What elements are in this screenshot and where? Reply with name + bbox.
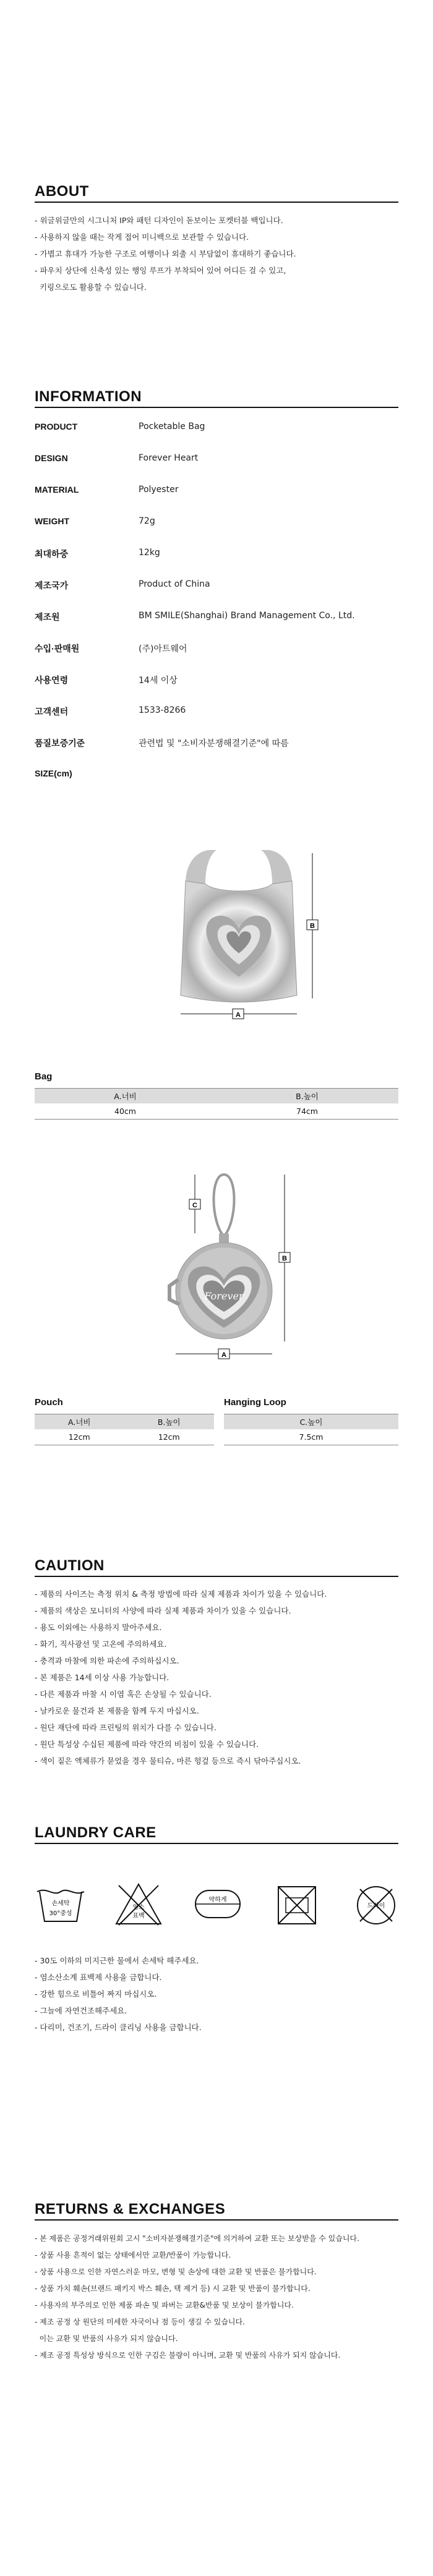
- pouch-dim-a: A: [221, 1351, 226, 1359]
- pouch-height-value: 12cm: [124, 1429, 214, 1445]
- bag-col-height: B.높이: [216, 1089, 398, 1103]
- list-item: - 원단 재단에 따라 프린팅의 위치가 다를 수 있습니다.: [35, 1723, 216, 1732]
- info-key: 최대하중: [35, 549, 69, 559]
- list-item: - 상품 사용으로 인한 자연스러운 마모, 변형 및 손상에 대한 교환 및 반품은 불가합니다.: [35, 2268, 317, 2276]
- bag-size-figure: [148, 847, 334, 1045]
- info-row: [35, 611, 406, 629]
- list-item: - 30도 이하의 미지근한 물에서 손세탁 해주세요.: [35, 1956, 199, 1965]
- caution-list: [35, 1586, 406, 1769]
- info-value: BM SMILE(Shanghai) Brand Management Co., Ltd.: [139, 611, 355, 621]
- returns-divider: [35, 2219, 398, 2221]
- pouch-table-title: Pouch: [35, 1397, 63, 1408]
- no-dryclean-icon: [358, 1887, 395, 1924]
- info-key: 사용연령: [35, 675, 69, 685]
- list-item: - 염소산소계 표백제 사용을 금합니다.: [35, 1973, 162, 1982]
- list-item: - 그늘에 자연건조해주세요.: [35, 2006, 127, 2015]
- about-divider: [35, 202, 398, 203]
- list-item: - 상품 사용 흔적이 없는 상태에서만 교환/반품이 가능합니다.: [35, 2251, 231, 2259]
- list-item: - 원단 특성상 수십된 제품에 따라 약간의 비침이 있을 수 있습니다.: [35, 1740, 259, 1749]
- shade-dry-icon: [195, 1890, 240, 1918]
- info-row: [35, 485, 406, 503]
- list-item: - 용도 이외에는 사용하지 말아주세요.: [35, 1623, 162, 1632]
- info-value: 14세 이상: [139, 676, 178, 686]
- pouch-col-width: A.너비: [35, 1414, 124, 1429]
- about-line: 키링으로도 활용할 수 있습니다.: [35, 283, 147, 292]
- bag-size-table: [35, 1088, 398, 1120]
- laundry-divider: [35, 1843, 398, 1844]
- list-item: - 사용자의 부주의로 인한 제품 파손 및 파버는 교환&반품 및 보상이 불가합니다.: [35, 2301, 294, 2310]
- info-row: [35, 737, 406, 755]
- info-value: 72g: [139, 516, 155, 526]
- pouch-dim-b: B: [282, 1255, 287, 1262]
- no-tumble-dry-icon: [278, 1887, 315, 1924]
- caution-divider: [35, 1576, 398, 1577]
- bag-illustration: [181, 850, 297, 1002]
- about-list: [35, 212, 406, 295]
- list-item: - 제조 공정 상 원단의 미세한 자국이나 점 등이 생길 수 있습니다.: [35, 2318, 245, 2326]
- pouch-size-table: [35, 1414, 214, 1445]
- info-key: WEIGHT: [35, 516, 69, 526]
- loop-col-height: C.높이: [224, 1414, 398, 1429]
- bag-width-value: 40cm: [35, 1103, 216, 1120]
- no-dryclean-text1: 드라이: [367, 1903, 385, 1910]
- info-value: Pocketable Bag: [139, 422, 205, 431]
- pouch-logo: Forever: [204, 1290, 244, 1302]
- info-value: 12kg: [139, 548, 160, 558]
- list-item: - 본 제품은 공정거래위원회 고시 "소비자분쟁해결기준"에 의거하여 교환 또는 보상받을 수 있습니다.: [35, 2234, 359, 2243]
- loop-table-title: Hanging Loop: [224, 1397, 286, 1408]
- info-value: 1533-8266: [139, 705, 186, 715]
- list-item: - 화기, 직사광선 및 고온에 주의하세요.: [35, 1639, 167, 1649]
- pouch-col-height: B.높이: [124, 1414, 214, 1429]
- list-item: - 제조 공정 특성상 방식으로 인한 구김은 불량이 아니며, 교환 및 반품의 사유가 되지 않습니다.: [35, 2351, 341, 2360]
- bag-col-width: A.너비: [35, 1089, 216, 1103]
- about-line: - 파우치 상단에 신축성 있는 행잉 루프가 부착되어 있어 어디든 걸 수 있고,: [35, 266, 286, 275]
- bag-dim-a: A: [236, 1011, 241, 1019]
- info-row: [35, 674, 406, 692]
- list-item: - 날카로운 물건과 본 제품을 함께 두지 마십시오.: [35, 1706, 199, 1715]
- list-item: - 제품의 사이즈는 측정 위치 & 측정 방법에 따라 실제 제품과 차이가 있을 수 있습니다.: [35, 1589, 327, 1599]
- laundry-title: LAUNDRY CARE: [35, 1824, 156, 1841]
- about-line: - 가볍고 휴대가 가능한 구조로 여행이나 외출 시 부담없이 휴대하기 좋습니다.: [35, 249, 296, 258]
- list-item: - 본 제품은 14세 이상 사용 가능합니다.: [35, 1673, 169, 1682]
- hand-wash-icon: [37, 1890, 84, 1921]
- info-value: (주)아트웨어: [139, 644, 187, 654]
- caution-title: CAUTION: [35, 1557, 105, 1574]
- list-item: - 충격과 마찰에 의한 파손에 주의하십시오.: [35, 1656, 179, 1665]
- info-value: 관련법 및 "소비자분쟁해결기준"에 따름: [139, 739, 289, 749]
- laundry-icons: [35, 1879, 406, 1929]
- returns-list: [35, 2230, 406, 2364]
- info-key: MATERIAL: [35, 485, 79, 495]
- list-item: - 다른 제품과 마찰 시 이염 혹은 손상될 수 있습니다.: [35, 1690, 212, 1699]
- pouch-size-figure: [124, 1162, 334, 1372]
- pouch-illustration: [169, 1175, 272, 1339]
- about-line: - 위글위글만의 시그니처 IP와 패턴 디자인이 돋보이는 포켓터블 백입니다.: [35, 216, 283, 225]
- list-item: - 색이 짙은 액체류가 묻었을 경우 물티슈, 마른 헝겊 등으로 즉시 닦아주십시오.: [35, 1756, 301, 1766]
- info-key: 수입·판매원: [35, 644, 80, 653]
- no-bleach-text1: 염소: [132, 1904, 145, 1911]
- list-item: - 다리미, 건조기, 드라이 클리닝 사용을 금합니다.: [35, 2023, 202, 2032]
- no-bleach-icon: [116, 1884, 161, 1925]
- list-item: - 강한 힘으로 비틀어 짜지 마십시오.: [35, 1989, 157, 1999]
- laundry-list: [35, 1952, 406, 2036]
- info-key: SIZE(cm): [35, 768, 72, 778]
- shade-dry-text1: 약하게: [208, 1897, 227, 1903]
- info-value: Product of China: [139, 579, 210, 589]
- info-row: [35, 705, 406, 724]
- info-row: [35, 579, 406, 598]
- info-key: DESIGN: [35, 453, 68, 463]
- info-key: PRODUCT: [35, 422, 78, 431]
- info-row: [35, 768, 406, 787]
- info-row: [35, 422, 406, 440]
- info-key: 제조원: [35, 612, 60, 622]
- info-row: [35, 453, 406, 472]
- pouch-dim-c: C: [192, 1202, 197, 1209]
- bag-dim-b: B: [310, 922, 315, 930]
- info-row: [35, 516, 406, 535]
- information-title: INFORMATION: [35, 388, 142, 405]
- info-value: Polyester: [139, 485, 179, 495]
- pouch-width-value: 12cm: [35, 1429, 124, 1445]
- returns-title: RETURNS & EXCHANGES: [35, 2201, 226, 2217]
- info-key: 제조국가: [35, 580, 69, 590]
- list-item: - 상품 가치 훼손(브랜드 패키지 박스 훼손, 택 제거 등) 시 교환 및 반품이 불가합니다.: [35, 2284, 311, 2293]
- about-title: ABOUT: [35, 183, 89, 200]
- info-row: [35, 642, 406, 661]
- loop-height-value: 7.5cm: [224, 1429, 398, 1445]
- information-divider: [35, 407, 398, 408]
- bag-table-title: Bag: [35, 1071, 53, 1082]
- info-value: Forever Heart: [139, 453, 199, 463]
- bag-height-value: 74cm: [216, 1103, 398, 1120]
- list-item: 이는 교환 및 반품의 사유가 되지 않습니다.: [35, 2334, 178, 2343]
- list-item: - 제품의 색상은 모니터의 사양에 따라 실제 제품과 차이가 있을 수 있습니다.: [35, 1606, 291, 1615]
- about-line: - 사용하지 않을 때는 작게 접어 미니백으로 보관할 수 있습니다.: [35, 232, 249, 242]
- info-row: [35, 548, 406, 566]
- no-bleach-text2: 표백: [132, 1913, 145, 1919]
- hand-wash-text2: 30°중성: [49, 1910, 72, 1917]
- info-key: 고객센터: [35, 707, 69, 716]
- hand-wash-text1: 손세탁: [51, 1900, 70, 1907]
- loop-size-table: [224, 1414, 398, 1445]
- info-key: 품질보증기준: [35, 738, 85, 748]
